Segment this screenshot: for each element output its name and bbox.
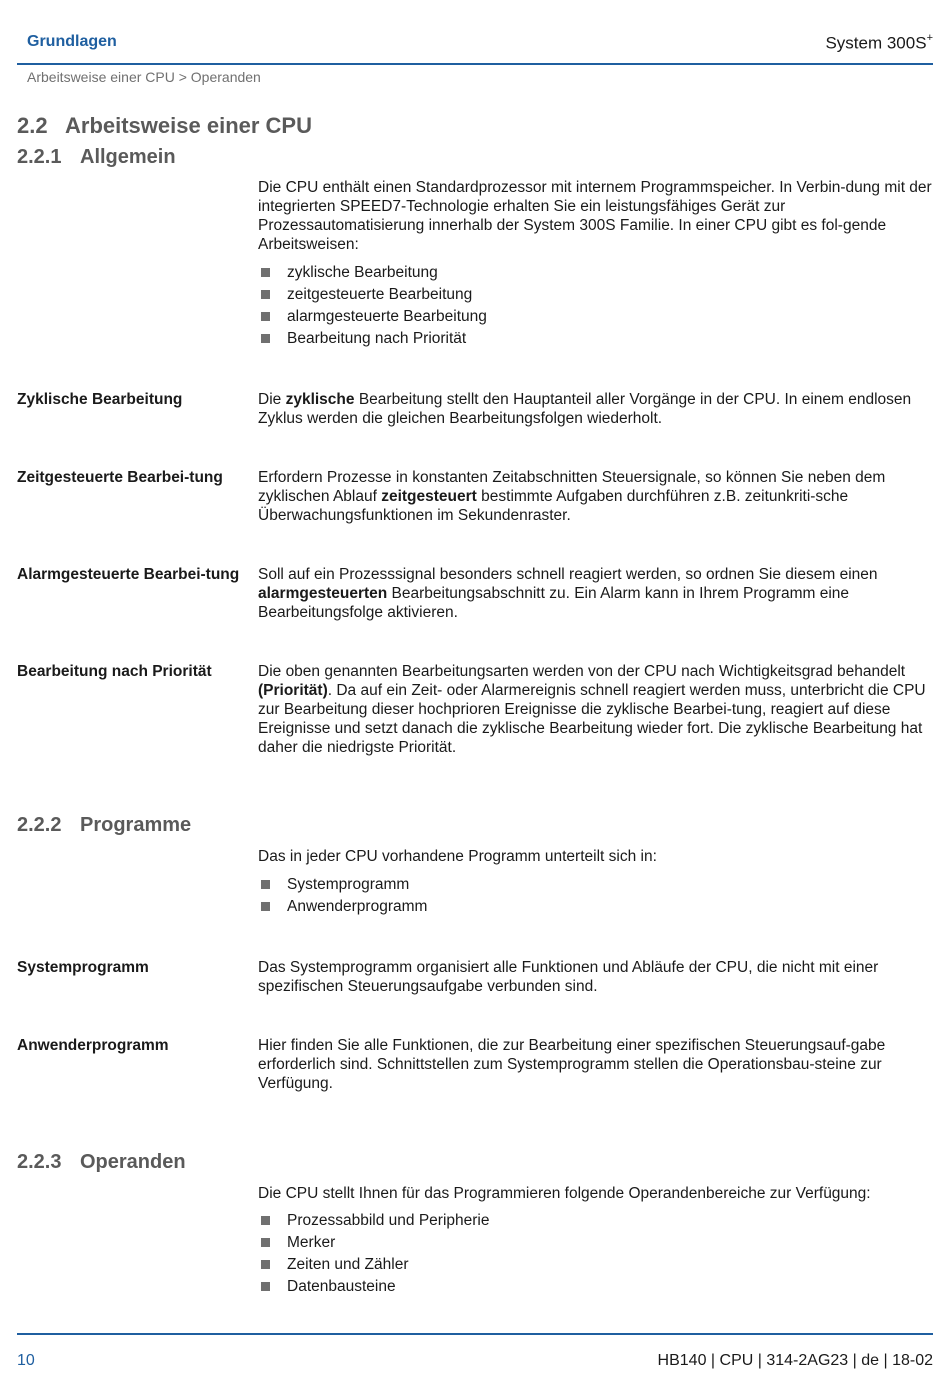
square-bullet-icon [261,290,270,299]
square-bullet-icon [261,902,270,911]
square-bullet-icon [261,1282,270,1291]
section-title: Programme [80,814,192,836]
section-title: Operanden [80,1151,186,1173]
square-bullet-icon [261,880,270,889]
list-item [260,1276,489,1298]
section-heading-2-2 [17,113,312,139]
list-item [260,1232,489,1254]
square-bullet-icon [261,1238,270,1247]
list-item-text: Systemprogramm [287,876,410,893]
bold-term: (Priorität) [258,682,328,699]
section-number: 2.2.2 [17,814,62,836]
list-item [260,1254,489,1276]
section-heading-2-2-3 [17,1151,186,1174]
list-item [260,328,487,350]
paragraph-anwenderprogramm: Hier finden Sie alle Funktionen, die zur Bearbeitung einer spezifischen Steuerungsauf-gabe erforderlich sind. Schnittstellen zum Systemprogramm stellen die Operationsbau-steine zur Verfügung. [258,1037,886,1092]
paragraph-programme-intro: Das in jeder CPU vorhandene Programm unterteilt sich in: [258,848,657,865]
square-bullet-icon [261,1260,270,1269]
side-label-zeitgesteuert: Zeitgesteuerte Bearbei-tung [17,469,223,486]
text-run: Soll auf ein Prozesssignal besonders schnell reagiert werden, so ordnen Sie diesem einen [258,566,878,583]
side-label-systemprogramm: Systemprogramm [17,959,149,976]
text-run: Die oben genannten Bearbeitungsarten werden von der CPU nach Wichtigkeitsgrad behandelt [258,663,906,680]
text-run: Bearbeitung stellt den Hauptanteil aller Vorgänge in der CPU. In einem endlosen Zyklus werden die gleichen Bearbeitungsfolgen wiederholt. [258,391,912,427]
section-number: 2.2.3 [17,1151,62,1173]
section-heading-2-2-2 [17,814,191,837]
side-label-alarmgesteuert: Alarmgesteuerte Bearbei-tung [17,566,240,583]
section-number: 2.2 [17,113,48,138]
bold-term: alarmgesteuerten [258,585,388,602]
list-item [260,896,427,918]
section-number: 2.2.1 [17,146,62,168]
text-run: bestimmte Aufgaben durchführen z.B. zeitunkriti-sche Überwachungsfunktionen im Sekundenraster. [258,488,849,524]
bold-term: zeitgesteuert [381,488,477,505]
list-item [260,306,487,328]
list-item-text: alarmgesteuerte Bearbeitung [287,308,487,325]
header-divider [17,63,933,65]
text-run: Bearbeitungsabschnitt zu. Ein Alarm kann in Ihrem Programm eine Bearbeitungsfolge aktivieren. [258,585,850,621]
section-heading-2-2-1 [17,146,176,169]
document-id: HB140 | CPU | 314-2AG23 | de | 18-02 [657,1352,933,1369]
text-run: Erfordern Prozesse in konstanten Zeitabschnitten Steuersignale, so können Sie neben dem zyklischen Ablauf [258,469,886,505]
product-superscript: + [926,32,933,44]
list-item [260,874,427,896]
square-bullet-icon [261,312,270,321]
list-item [260,262,487,284]
bullet-list-operanden [260,1210,489,1298]
section-title: Arbeitsweise einer CPU [65,113,312,138]
list-item-text: Datenbausteine [287,1278,396,1295]
side-label-anwenderprogramm: Anwenderprogramm [17,1037,169,1054]
paragraph-zyklisch [258,390,934,428]
bold-term: zyklische [285,391,355,408]
list-item-text: Bearbeitung nach Priorität [287,330,467,347]
paragraph-alarmgesteuert [258,565,934,622]
paragraph-allgemein-intro: Die CPU enthält einen Standardprozessor mit internem Programmspeicher. In Verbin-dung mit der integrierten SPEED7-Technologie erhalten Sie ein leistungsfähiges Gerät zur Prozessautomatisierung innerhalb der System 300S Familie. In einer CPU gibt es fol-gende Arbeitsweisen: [258,179,932,253]
text-run: Die [258,391,286,408]
square-bullet-icon [261,1216,270,1225]
header-product-name [825,33,933,54]
side-label-zyklisch: Zyklische Bearbeitung [17,391,183,408]
side-label-prioritaet: Bearbeitung nach Priorität [17,663,212,680]
breadcrumb: Arbeitsweise einer CPU > Operanden [27,69,261,85]
list-item-text: zeitgesteuerte Bearbeitung [287,286,473,303]
header-section-title: Grundlagen [27,33,117,50]
list-item-text: Prozessabbild und Peripherie [287,1212,490,1229]
bullet-list-arbeitsweisen [260,262,487,350]
product-name: System 300S [825,33,927,53]
paragraph-operanden-intro: Die CPU stellt Ihnen für das Programmieren folgende Operandenbereiche zur Verfügung: [258,1185,871,1202]
list-item [260,284,487,306]
square-bullet-icon [261,268,270,277]
list-item-text: Anwenderprogramm [287,898,428,915]
paragraph-zeitgesteuert [258,468,934,525]
page-number: 10 [17,1352,35,1369]
footer-divider [17,1333,933,1335]
paragraph-systemprogramm: Das Systemprogramm organisiert alle Funktionen und Abläufe der CPU, die nicht mit einer spezifischen Steuerungsaufgabe verbunden sind. [258,959,879,995]
list-item-text: Merker [287,1234,336,1251]
list-item [260,1210,489,1232]
paragraph-prioritaet [258,662,934,757]
list-item-text: Zeiten und Zähler [287,1256,409,1273]
section-title: Allgemein [80,146,176,168]
list-item-text: zyklische Bearbeitung [287,264,438,281]
text-run: . Da auf ein Zeit- oder Alarmereignis schnell reagiert werden muss, unterbricht die CPU zur Bearbeitung dieser hochprioren Ereignisse die zyklische Bearbei-tung, reagiert auf diese Ereignisse und setzt danach die zyklische Bearbeitung wieder fort. Die zyklische Bearbeitung hat daher die niedrigste Priorität. [258,682,926,756]
square-bullet-icon [261,334,270,343]
bullet-list-programme [260,874,427,918]
